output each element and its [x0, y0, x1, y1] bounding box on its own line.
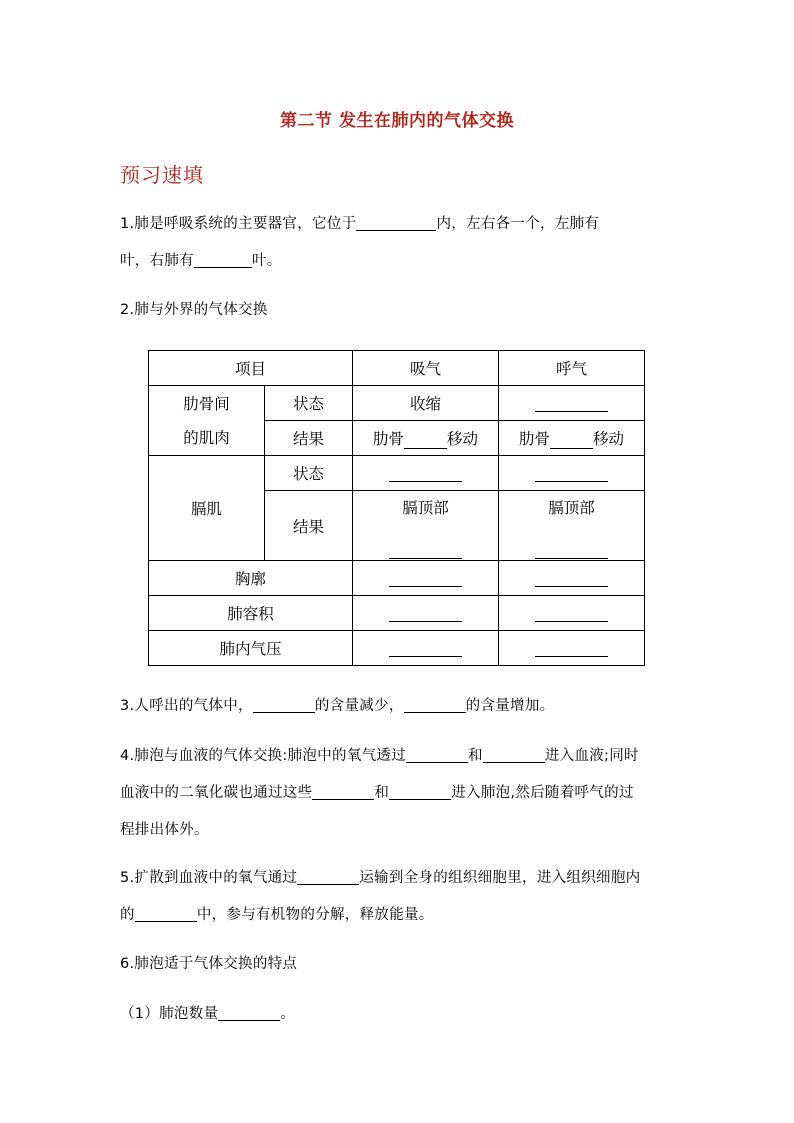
answer-blank[interactable] — [406, 747, 468, 763]
question-1-text-b: 内，左右各一个，左肺有 — [436, 216, 600, 232]
question-5-text-a: 5.扩散到血液中的氧气通过 — [120, 870, 298, 886]
chest-label: 胸廓 — [149, 561, 353, 596]
diaphragm-result-label: 结果 — [265, 491, 353, 561]
respiration-table — [148, 350, 645, 666]
table-row — [149, 631, 645, 666]
diaphragm-result-exhale — [499, 491, 645, 561]
answer-blank[interactable] — [550, 434, 593, 449]
question-6: 6.肺泡适于气体交换的特点 — [120, 956, 298, 972]
lung-volume-label: 肺容积 — [149, 596, 353, 631]
question-5-text-c: 的 — [120, 907, 135, 923]
question-1-line-1 — [120, 206, 680, 243]
header-inhale: 吸气 — [353, 351, 499, 386]
answer-blank[interactable] — [218, 1005, 280, 1021]
diaphragm-blank-row — [499, 525, 644, 559]
answer-blank[interactable] — [404, 697, 466, 713]
question-1 — [120, 206, 680, 280]
question-1-text-a: 1.肺是呼吸系统的主要器官，它位于 — [120, 216, 357, 232]
diaphragm-top-label: 膈顶部 — [548, 499, 595, 517]
answer-blank[interactable] — [389, 784, 451, 800]
question-6-1 — [120, 996, 680, 1033]
answer-blank[interactable] — [135, 906, 197, 922]
answer-blank[interactable] — [389, 572, 462, 587]
move-label: 移动 — [593, 430, 625, 448]
question-2: 2.肺与外界的气体交换 — [120, 302, 268, 318]
answer-blank[interactable] — [389, 467, 462, 482]
diaphragm-result-inhale — [353, 491, 499, 561]
answer-blank[interactable] — [535, 607, 608, 622]
lung-pressure-inhale — [353, 631, 499, 666]
rib-state-exhale — [499, 386, 645, 421]
lung-pressure-exhale — [499, 631, 645, 666]
answer-blank[interactable] — [389, 642, 462, 657]
diaphragm-blank-row — [353, 525, 498, 559]
move-label: 移动 — [447, 430, 479, 448]
question-3-text-a: 3.人呼出的气体中， — [120, 698, 253, 714]
answer-blank[interactable] — [253, 697, 315, 713]
rib-result-label: 结果 — [265, 421, 353, 456]
table-row — [149, 386, 645, 421]
diaphragm-top-label: 膈顶部 — [402, 499, 449, 517]
table-row — [149, 456, 645, 491]
question-3 — [120, 688, 680, 725]
question-5 — [120, 860, 680, 934]
chest-inhale — [353, 561, 499, 596]
question-6-1-text-b: 。 — [280, 1006, 296, 1022]
question-4-text-d: 血液中的二氧化碳也通过这些 — [120, 785, 313, 801]
rib-result-exhale — [499, 421, 645, 456]
rib-prefix: 肋骨 — [518, 430, 550, 448]
question-4 — [120, 738, 680, 849]
table-row — [149, 351, 645, 386]
answer-blank[interactable] — [356, 215, 436, 231]
question-1-text-c: 叶，右肺有 — [120, 253, 194, 269]
section-heading: 预习速填 — [120, 163, 204, 187]
question-1-line-2 — [120, 243, 680, 280]
table-row — [149, 561, 645, 596]
question-4-text-f: 进入肺泡,然后随着呼气的过 — [451, 785, 634, 801]
lung-volume-inhale — [353, 596, 499, 631]
question-3-text-c: 的含量增加。 — [465, 698, 555, 714]
question-5-line-1 — [120, 860, 680, 897]
rib-muscle-line-2: 的肌肉 — [183, 428, 230, 447]
question-5-text-b: 运输到全身的组织细胞里，进入组织细胞内 — [359, 870, 641, 886]
lung-volume-exhale — [499, 596, 645, 631]
question-5-text-d: 中，参与有机物的分解，释放能量。 — [196, 907, 434, 923]
answer-blank[interactable] — [312, 784, 374, 800]
lung-pressure-label: 肺内气压 — [149, 631, 353, 666]
answer-blank[interactable] — [389, 544, 462, 559]
answer-blank[interactable] — [535, 397, 608, 412]
rib-result-inhale — [353, 421, 499, 456]
answer-blank[interactable] — [404, 434, 447, 449]
question-4-text-e: 和 — [374, 785, 390, 801]
question-6-1-text-a: （1）肺泡数量 — [120, 1006, 219, 1022]
answer-blank[interactable] — [483, 747, 545, 763]
rib-muscle-line-1: 肋骨间 — [183, 394, 230, 413]
question-4-text-b: 和 — [468, 748, 483, 764]
question-4-text-c: 进入血液;同时 — [544, 748, 639, 764]
rib-state-label: 状态 — [265, 386, 353, 421]
diaphragm-state-exhale — [499, 456, 645, 491]
answer-blank[interactable] — [389, 607, 462, 622]
question-4-text-a: 4.肺泡与血液的气体交换:肺泡中的氧气透过 — [120, 748, 407, 764]
question-4-line-3: 程排出体外。 — [120, 822, 209, 838]
rib-state-inhale: 收缩 — [353, 386, 499, 421]
diaphragm-state-label: 状态 — [265, 456, 353, 491]
rib-prefix: 肋骨 — [372, 430, 404, 448]
question-4-line-2 — [120, 775, 680, 812]
header-exhale: 呼气 — [499, 351, 645, 386]
answer-blank[interactable] — [535, 544, 608, 559]
question-4-line-1 — [120, 738, 680, 775]
diaphragm-state-inhale — [353, 456, 499, 491]
answer-blank[interactable] — [535, 572, 608, 587]
chest-exhale — [499, 561, 645, 596]
answer-blank[interactable] — [535, 642, 608, 657]
table-row — [149, 596, 645, 631]
answer-blank[interactable] — [535, 467, 608, 482]
answer-blank[interactable] — [194, 252, 252, 268]
diaphragm-cell: 膈肌 — [149, 456, 265, 561]
rib-muscle-cell — [149, 386, 265, 456]
header-item: 项目 — [149, 351, 353, 386]
question-1-text-d: 叶。 — [252, 253, 282, 269]
page-title: 第二节 发生在肺内的气体交换 — [280, 111, 514, 131]
question-3-text-b: 的含量减少， — [314, 698, 404, 714]
answer-blank[interactable] — [297, 869, 359, 885]
question-5-line-2 — [120, 897, 680, 934]
